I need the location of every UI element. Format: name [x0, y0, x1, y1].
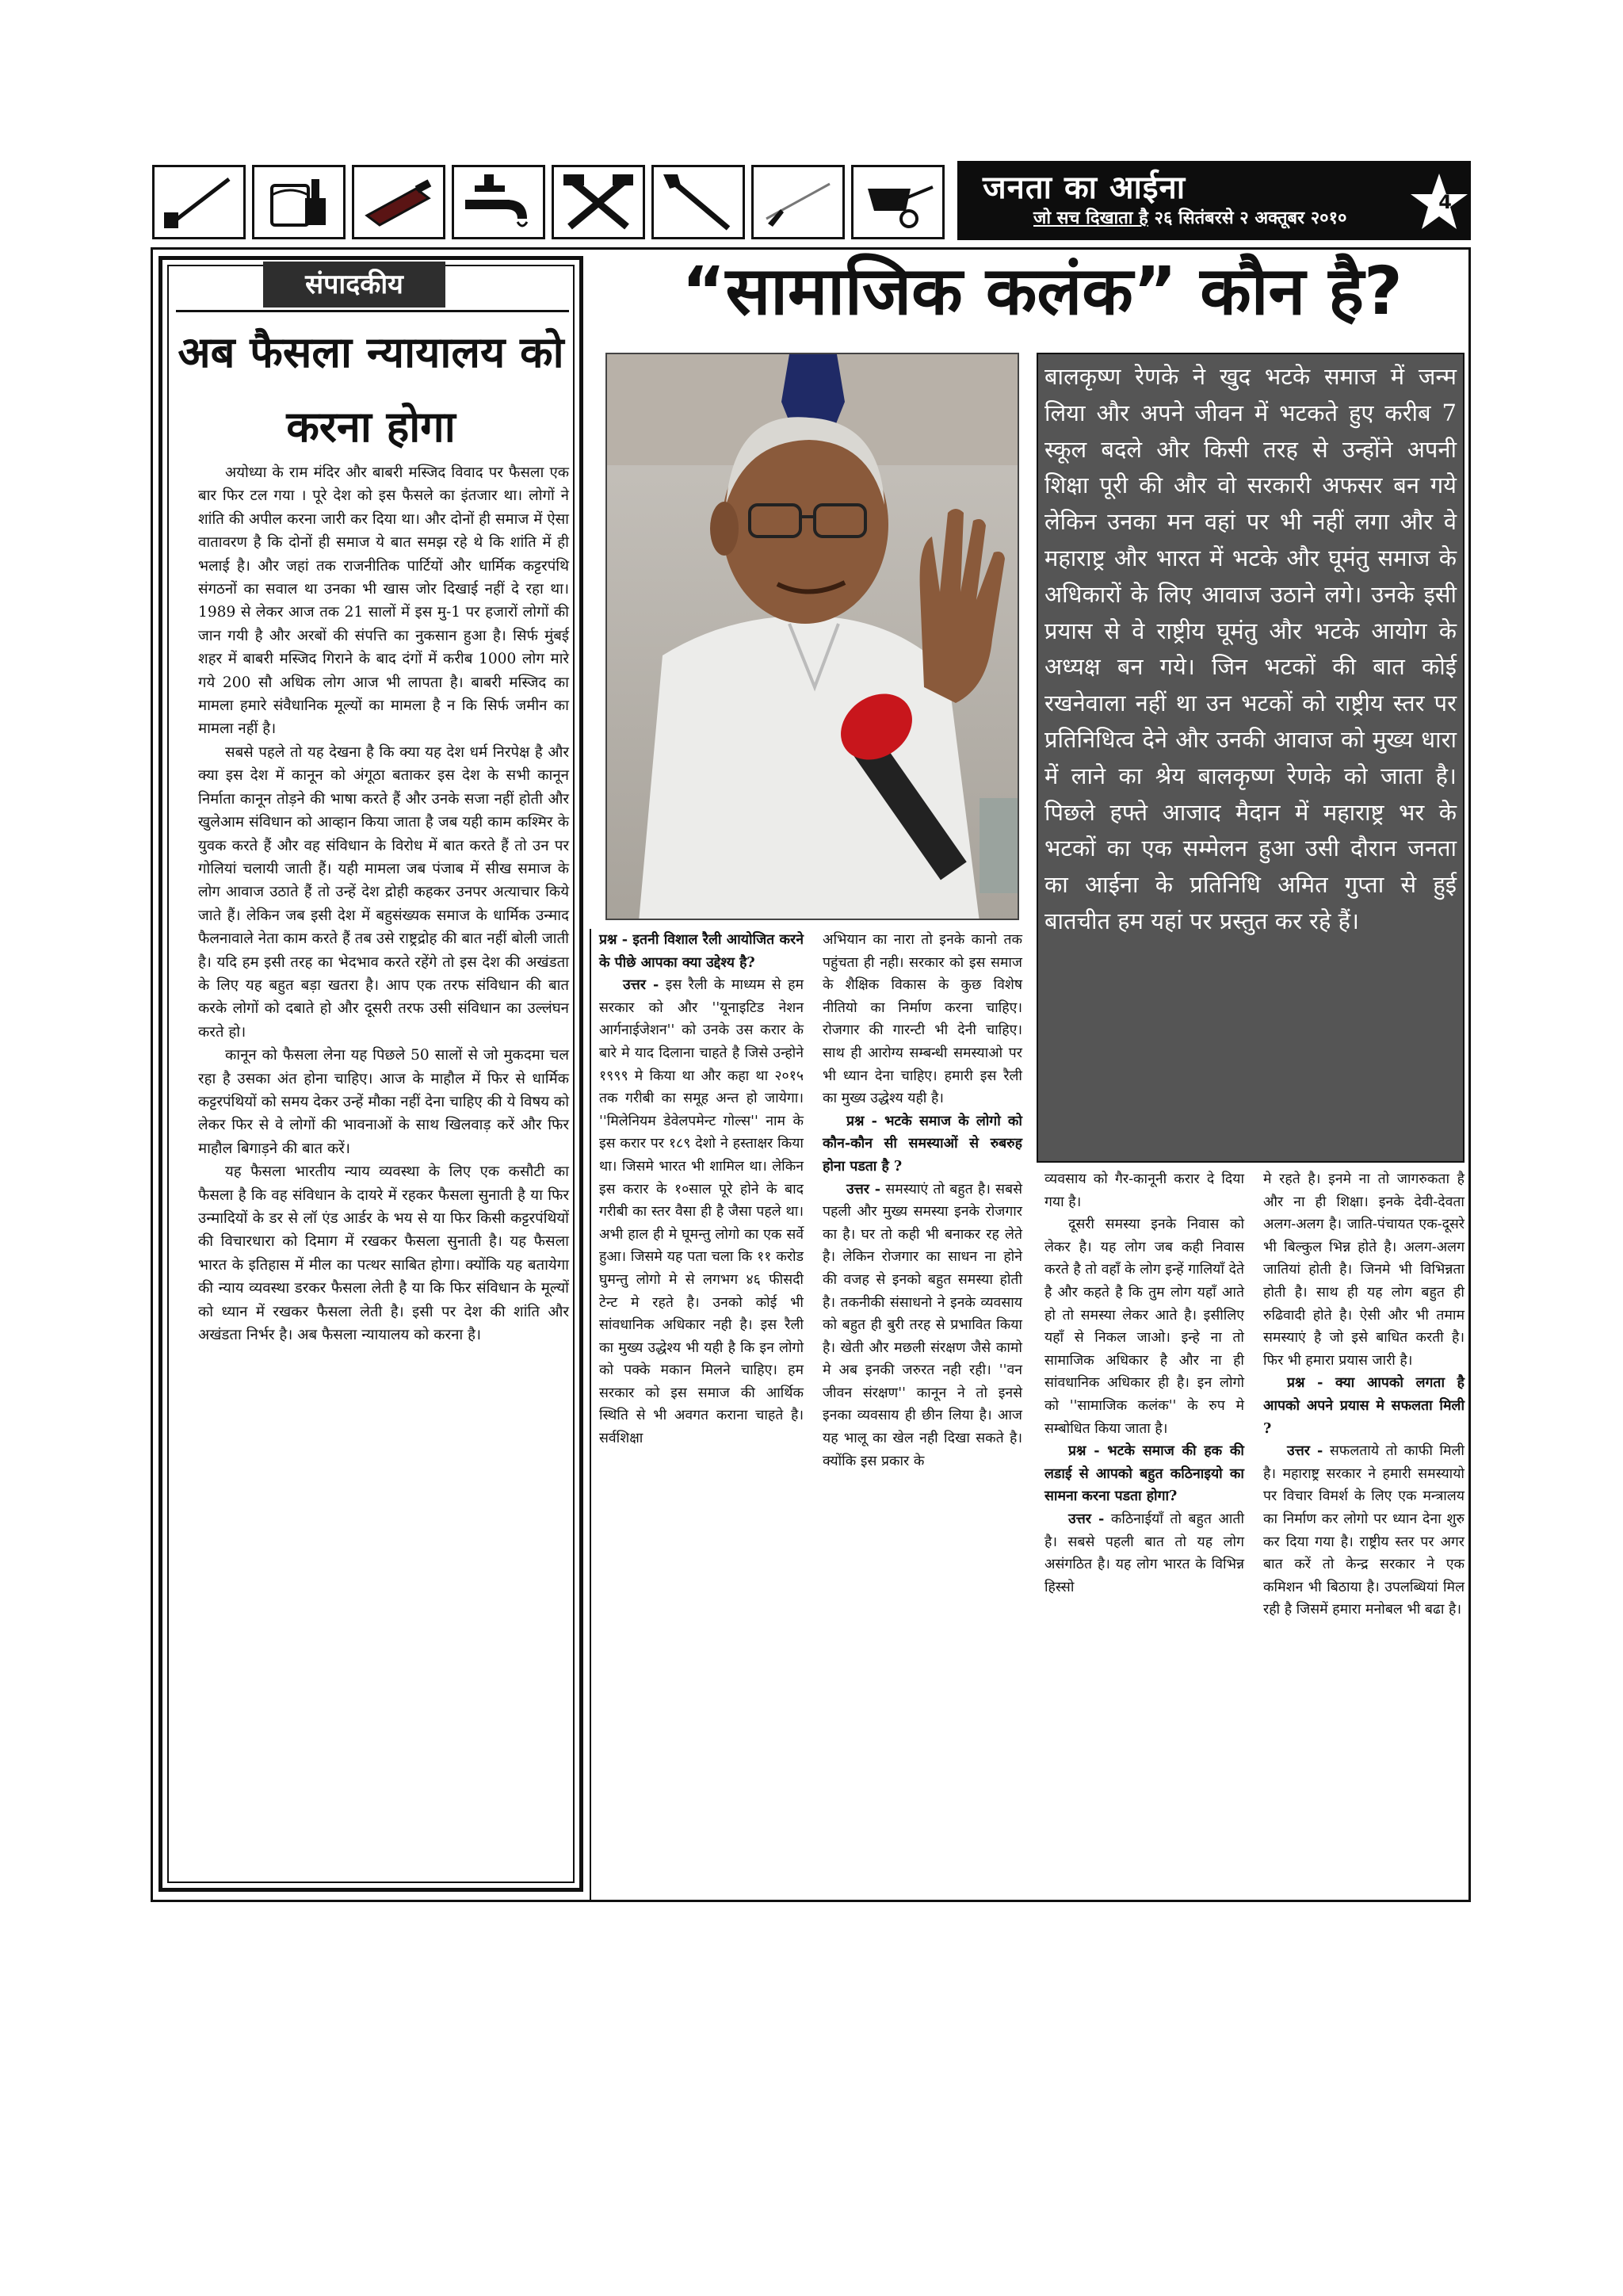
intro-border	[1037, 353, 1465, 1163]
answer-text: व्यवसाय को गैर-कानूनी करार दे दिया गया है।	[1044, 1171, 1244, 1210]
answer-lead: उत्तर -	[1287, 1442, 1323, 1460]
editorial-paragraph: अयोध्या के राम मंदिर और बाबरी मस्जिद विवाद पर फैसला एक बार फिर टल गया । पूरे देश को इस फैसले का इंतजार था। लोगों ने शांति की अपील करना जारी कर दिया था। और दोनों ही समाज में ऐसा वातावरण है कि दोनों ही समाज ये बात समझ रहे थे कि शांति में ही भलाई है। और जहां तक राजनीतिक पार्टियों और धार्मिक कट्टरपंथि संगठनों का सवाल था उनका भी खास जोर दिखाई नहीं दे रहा था। 1989 से लेकर आज तक 21 सालों में इस मु-1 पर हजारों लोगों की जान गयी है और अरबों की संपत्ति का नुकसान हुआ है। सिर्फ मुंबई शहर में बाबरी मस्जिद गिराने के बाद दंगों में करीब 1000 लोग मारे गये 200 सौ अधिक लोग आज भी लापता है। बाबरी मस्जिद का मामला हमारे संवैधानिक मूल्यों का मामला है न कि सिर्फ जमीन का मामला नहीं है।	[198, 464, 569, 738]
crossed-tools-icon	[552, 165, 645, 239]
answer-text: दूसरी समस्या इनके निवास को लेकर है। यह लोग जब कही निवास करते है तो वहाँ के लोग इन्हें गालियाँ देते है और कहते है कि तुम लोग यहाँ आते हो तो समस्या लेकर आते है। इसीलिए यहाँ से निकल जाओ। इन्हे ना तो सामाजिक अधिकार है और ना ही सांवधानिक अधिकार ही है। इन लोगो को ''सामाजिक कलंक'' के रुप मे सम्बोधित किया जाता है।	[1044, 1217, 1244, 1437]
answer-text: कठिनाईयाँ तो बहुत आती है। सबसे पहली बात तो यह लोग असंगठित है। यह लोग भारत के विभिन्न हिस्सो	[1044, 1511, 1244, 1595]
interview-column-2	[823, 929, 1022, 1473]
question: प्रश्न - क्या आपको लगता है आपको अपने प्रयास मे सफलता मिली ?	[1263, 1374, 1465, 1437]
question: प्रश्न - भटके समाज के लोगो को कौन-कौन सी समस्याओं से रुबरुह होना पडता है ?	[823, 1112, 1022, 1175]
issue-dates: २६ सितंबरसे २ अक्तूबर २०१०	[1154, 208, 1347, 228]
tagline-prefix: जो सच दिखाता है	[1033, 208, 1148, 228]
column-divider	[590, 929, 591, 1901]
wheelbarrow-icon	[851, 165, 945, 239]
sickle-icon	[751, 165, 845, 239]
editorial-label: संपादकीय	[263, 262, 445, 308]
answer-lead: उत्तर -	[1068, 1510, 1105, 1527]
masthead-name: जनता का आईना	[983, 170, 1186, 206]
answer-text: समस्याएं तो बहुत है। सबसे पहली और मुख्य समस्या इनके रोजगार का है। घर तो कही भी बनाकर रह लेते है। लेकिन रोजगार का साधन ना होने की वजह से इनको बहुत समस्या होती है। तकनीकी संसाधनो ने इनके व्यवसाय को बहुत ही बुरी तरह से प्रभावित किया है। खेती और मछली संरक्षण जैसे कामो मे अब इनकी जरुरत नही रही। ''वन जीवन संरक्षण'' कानून ने तो इनसे इनका व्यवसाय ही छीन लिया है। आज यह भालू का खेल नही दिखा सकते है। क्योंकि इस प्रकार के	[823, 1181, 1022, 1469]
answer-text: सफलताये तो काफी मिली है। महाराष्ट्र सरकार ने हमारी समस्यायो पर विचार विमर्श के लिए एक मन्त्रालय का निर्माण कर लोगो पर ध्यान देना शुरु कर दिया गया है। राष्ट्रीय स्तर पर अगर बात करें तो केन्द्र सरकार ने एक कमिशन भी बिठाया है। उपलब्धियां मिल रही है जिसमें हमारा मनोबल भी बढा है।	[1263, 1443, 1465, 1618]
answer-lead: उत्तर -	[846, 1180, 881, 1198]
trowel-icon	[352, 165, 445, 239]
answer-text: मे रहते है। इनमे ना तो जागरुकता है और ना ही शिक्षा। इनके देवी-देवता अलग-अलग है। जाति-पंचायत एक-दूसरे भी बिल्कुल भिन्न होते है। अलग-अलग जातियां होती है। जिनमे भी विभिन्नता होती है। साथ ही यह लोग बहुत ही रुढिवादी होते है। ऐसी और भी तमाम समस्याएं है जो इसे बाधित करती है। फिर भी हमारा प्रयास जारी है।	[1263, 1171, 1465, 1369]
paint-bucket-icon	[252, 165, 346, 239]
answer-text: अभियान का नारा तो इनके कानो तक पहुंचता ही नही। सरकार को इस समाज के शैक्षिक विकास के कुछ विशेष नीतियो का निर्माण करना चाहिए। रोजगार की गारन्टी भी देनी चाहिए। साथ ही आरोग्य सम्बन्धी समस्याओ पर भी ध्यान देना चाहिए। हमारी इस रैली का मुख्य उद्धेश्य यही है।	[823, 932, 1022, 1107]
editorial-paragraph: सबसे पहले तो यह देखना है कि क्या यह देश धर्म निरपेक्ष है और क्या इस देश में कानून को अंगूठा बताकर इस देश के सभी कानून निर्माता कानून तोड़ने की भाषा करते हैं और उनके सजा नहीं होती और खुलेआम संविधान को आव्हान किया जाता है जब यही काम कश्मिर के युवक करते हैं और वह संविधान के विरोध में बात करते हैं तो उन पर गोलियां चलायी जाती हैं। यही मामला जब पंजाब में सीख समाज के लोग आवाज उठाते हैं तो उन्हें देश द्रोही कहकर उनपर अत्याचार किये जाते हैं। लेकिन जब इसी देश में बहुसंख्यक समाज के धार्मिक उन्माद फैलनावाले नेता काम करते हैं तब उसे राष्ट्रद्रोह की बात नहीं बोली जाती है। यदि हम इसी तरह का भेदभाव करते रहेंगे तो इस देश की अखंडता के लिए यह बहुत बड़ा खतरा है। आप एक तरफ संविधान की बात करके लोगों को दबाते हो और दूसरी तरफ उसी संविधान का उल्लंघन करते हो।	[198, 743, 570, 1041]
question: प्रश्न - इतनी विशाल रैली आयोजित करने के पीछे आपका क्या उद्देश्य है?	[599, 931, 804, 971]
hoe-icon	[152, 165, 246, 239]
interview-column-4	[1263, 1168, 1465, 1622]
article-intro: बालकृष्ण रेणके ने खुद भटके समाज में जन्म लिया और अपने जीवन में भटकते हुए करीब 7 स्कूल बदले और किसी तरह से उन्होंने अपनी शिक्षा पूरी की और वो सरकारी अफसर बन गये लेकिन उनका मन वहां पर भी नहीं लगा और वे महाराष्ट्र और भारत में भटके और घूमंतु समाज के अधिकारों के लिए आवाज उठाने लगे। उनके इसी प्रयास से वे राष्ट्रीय घूमंतु और भटके आयोग के अध्यक्ष बन गये। जिन भटकों की बात कोई रखनेवाला नहीं था उन भटकों को राष्ट्रीय स्तर पर प्रतिनिधित्व देने और उनकी आवाज को मुख्य धारा में लाने का श्रेय बालकृष्ण रेणके को जाता है। पिछले हफ्ते आजाद मैदान में महाराष्ट्र भर के भटकों का एक सम्मेलन हुआ उसी दौरान जनता का आईना के प्रतिनिधि अमित गुप्ता से हुई बातचीत हम यहां पर प्रस्तुत कर रहे हैं।	[1037, 353, 1465, 1163]
question: प्रश्न - भटके समाज की हक की लडाई से आपको बहुत कठिनाइयो का सामना करना पडता होगा?	[1044, 1442, 1244, 1505]
editorial-body	[198, 461, 569, 1347]
masthead	[957, 161, 1471, 240]
editorial-rule	[176, 310, 569, 312]
answer-lead: उत्तर -	[623, 976, 659, 994]
masthead-tagline	[1033, 205, 1346, 229]
editorial-paragraph: यह फैसला भारतीय न्याय व्यवस्था के लिए एक कसौटी का फैसला है कि वह संविधान के दायरे में रहकर फैसला सुनाती है या फिर उन्मादियों के डर से लॉ एंड आर्डर के भय से या फिर किसी कट्टरपंथियों की विचारधारा को दिमाग में रखकर फैसला सुनाती है। यह फैसला भारत के इतिहास में मील का पत्थर साबित होगा। क्योंकि यह बतायेगा की न्याय व्यवस्था डरकर फैसला लेती है या कि फिर संविधान के मूल्यों को ध्यान में रखकर फैसला लेती है। इसी पर देश की शांति और अखंडता निर्भर है। अब फैसला न्यायालय को करना है।	[198, 1163, 569, 1344]
pipe-wrench-icon	[651, 165, 745, 239]
interview-column-3	[1044, 1168, 1244, 1599]
editorial-paragraph: कानून को फैसला लेना यह पिछले 50 सालों से जो मुकदमा चल रहा है उसका अंत होना चाहिए। आज के माहौल में फिर से धार्मिक कट्टरपंथियों को समय देकर उन्हें मौका नहीं देना चाहिए की ये विषय को लेकर फिर से वे लोगों की भावनाओं के साथ खिलवाड़ करें और फिर माहौल बिगाड़ने की बात करें।	[198, 1047, 570, 1157]
water-tap-icon	[452, 165, 545, 239]
answer-text: इस रैली के माध्यम से हम सरकार को और ''यूनाइटिड नेशन आर्गनाईजेशन'' को उनके उस करार के बारे मे याद दिलाना चाहते है जिसे उन्होने १९९९ मे किया था और कहा था २०१५ तक गरीबी का समूह अन्त हो जायेगा। ''मिलेनियम डेवेलपमेन्ट गोल्स'' नाम के इस करार पर १८९ देशो ने हस्ताक्षर किया था। जिसमे भारत भी शामिल था। लेकिन इस करार के १०साल पूरे होने के बाद गरीबी का स्तर वैसा ही है जैसा पहले था। अभी हाल ही मे घूमन्तु लोगो का एक सर्वे हुआ। जिसमे यह पता चला कि ११ करोड घुमन्तु लोगो मे से लगभग ४६ फीसदी टेन्ट मे रहते है। उनको कोई भी सांवधानिक अधिकार नही है। इस रैली का मुख्य उद्धेश्य भी यही है कि इन लोगो को पक्के मकान मिलने चाहिए। हम सरकार को इस समाज की आर्थिक स्थिति से भी अवगत कराना चाहते है। सर्वशिक्षा	[599, 977, 804, 1447]
interview-photo	[605, 353, 1019, 920]
interview-column-1	[599, 929, 804, 1450]
page-number: 4	[1438, 191, 1452, 213]
editorial-headline: अब फैसला न्यायालय को करना होगा	[178, 327, 564, 452]
article-title: “सामाजिक कलंक” कौन है?	[682, 252, 1403, 330]
